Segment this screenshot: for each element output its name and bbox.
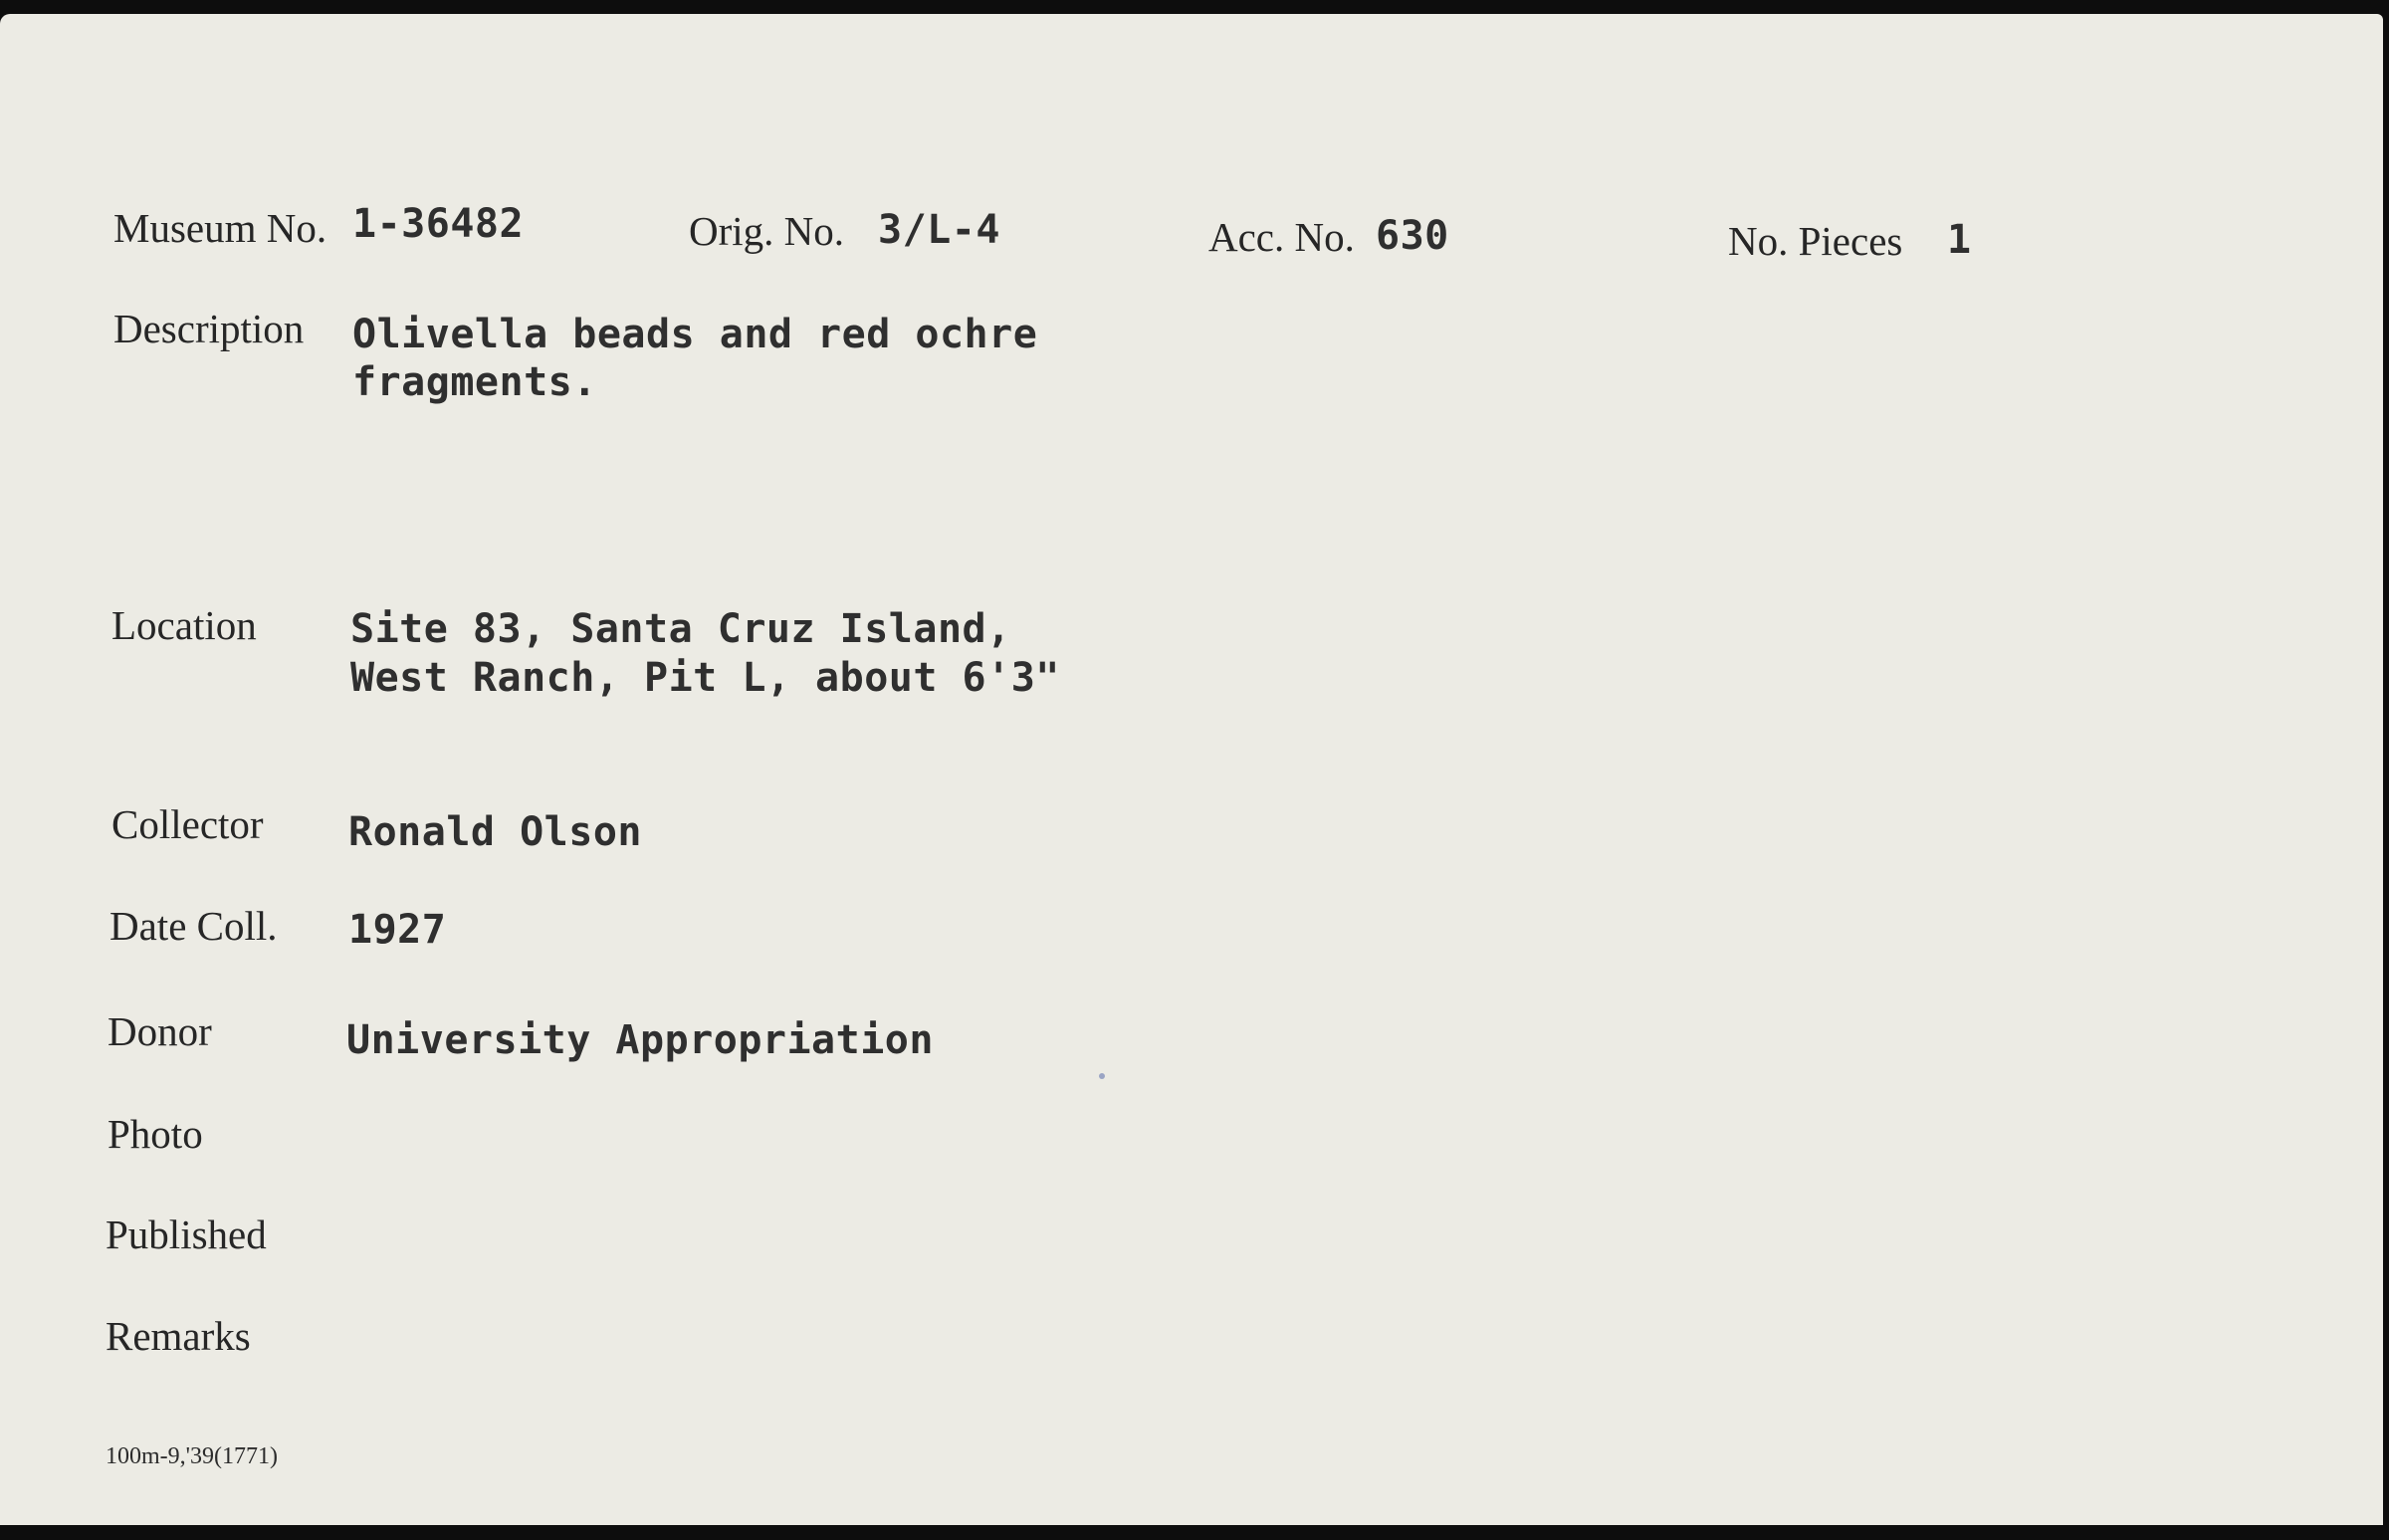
acc-no-value: 630 (1376, 213, 1449, 259)
published-label: Published (106, 1211, 267, 1257)
date-coll-label: Date Coll. (109, 903, 278, 949)
donor-value: University Appropriation (346, 1017, 934, 1063)
date-coll-value: 1927 (348, 907, 447, 953)
no-pieces-value: 1 (1947, 217, 1972, 263)
photo-label: Photo (108, 1111, 203, 1157)
catalog-card (0, 14, 2383, 1525)
acc-no-label: Acc. No. (1208, 214, 1355, 260)
location-line-2: West Ranch, Pit L, about 6'3" (350, 655, 1060, 701)
location-line-1: Site 83, Santa Cruz Island, (350, 606, 1011, 652)
museum-no-label: Museum No. (113, 205, 327, 251)
orig-no-value: 3/L-4 (878, 207, 1000, 253)
description-line-1: Olivella beads and red ochre (352, 312, 1038, 357)
description-line-2: fragments. (352, 359, 597, 405)
collector-label: Collector (111, 801, 264, 847)
donor-label: Donor (108, 1008, 212, 1054)
collector-value: Ronald Olson (348, 809, 642, 855)
remarks-label: Remarks (106, 1313, 251, 1359)
orig-no-label: Orig. No. (689, 208, 845, 254)
ink-fleck (1099, 1073, 1105, 1079)
no-pieces-label: No. Pieces (1728, 218, 1903, 264)
description-label: Description (113, 306, 305, 351)
location-label: Location (111, 602, 257, 648)
form-code: 100m-9,'39(1771) (106, 1443, 278, 1469)
museum-no-value: 1-36482 (352, 201, 525, 247)
